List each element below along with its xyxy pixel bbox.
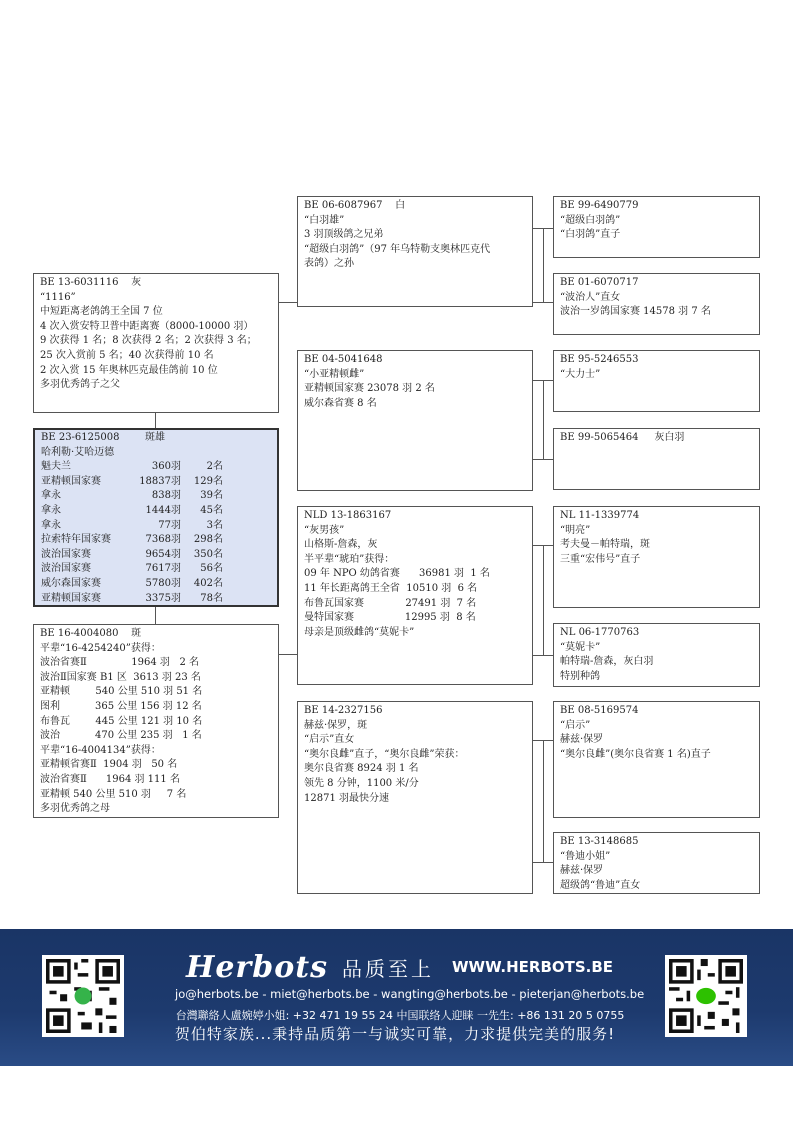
gp-line: “启示”直女: [304, 734, 355, 746]
ggp-ring: BE 13-3148685: [560, 836, 639, 847]
result-row: [41, 577, 271, 592]
result-race: 波治国家赛: [41, 563, 91, 575]
dam-line: 亚精顿 540 公里 510 羽 51 名: [40, 686, 203, 698]
result-row: [41, 504, 271, 519]
result-place: 56名: [200, 563, 223, 575]
brand-row: [186, 951, 626, 983]
gp-line: 表鸽）之孙: [304, 258, 354, 270]
connector: [543, 228, 544, 303]
gp-line: 奥尔良省赛 8924 羽 1 名: [304, 763, 419, 775]
sire-box: [33, 273, 279, 413]
gp-ring: BE 04-5041648: [304, 354, 383, 365]
dam-line: 亚精顿 540 公里 510 羽 7 名: [40, 788, 187, 800]
gp-line: “奥尔良雌”直子，“奥尔良雌”荣获：: [304, 748, 465, 760]
result-birds: 1444羽: [145, 504, 181, 516]
qr-line-icon: [46, 959, 120, 1033]
gp-line: 3 羽顶级鸽之兄弟: [304, 229, 384, 241]
dam-line: 波治 470 公里 235 羽 1 名: [40, 730, 202, 742]
result-row: [41, 489, 271, 504]
ggp-ring: NL 06-1770763: [560, 627, 640, 638]
result-place: 3名: [206, 519, 223, 531]
ggp-box-7: [553, 701, 760, 818]
result-race: 波治国家赛: [41, 548, 91, 560]
dam-line: 亚精顿省赛Ⅱ 1904 羽 50 名: [40, 759, 178, 771]
dam-line: 多羽优秀鸽之母: [40, 803, 110, 815]
ggp-line: 波治一岁鸽国家赛 14578 羽 7 名: [560, 306, 711, 318]
ggp-box-2: [553, 273, 760, 335]
contact-phones: 台灣聯絡人盧婉婷小姐: +32 471 19 55 24 中国联络人迎睐 一先生: +86 131 20 5 0755: [175, 1009, 625, 1022]
gp-ring: BE 14-2327156: [304, 705, 383, 716]
result-birds: 838羽: [151, 490, 181, 502]
ggp-box-1: [553, 196, 760, 258]
subject-color: 斑雄: [145, 432, 165, 443]
gp-line: 布鲁瓦国家赛 27491 羽 7 名: [304, 597, 477, 609]
ggp-box-4: [553, 428, 760, 490]
result-row: [41, 592, 271, 607]
result-birds: 18837羽: [139, 475, 181, 487]
gp-line: “超级白羽鸽”（97 年乌特勒支奥林匹克代: [304, 243, 491, 255]
dam-sire-box: [297, 506, 533, 685]
brand-slogan: 品质至上: [341, 956, 434, 981]
ggp-line: “莫妮卡”: [560, 641, 601, 653]
sire-line: 25 次入赏前 5 名；40 次获得前 10 名: [40, 349, 214, 361]
result-race: 拉索特年国家赛: [41, 534, 111, 546]
gp-ring: BE 06-6087967 白: [304, 200, 406, 211]
ggp-box-8: [553, 832, 760, 894]
result-birds: 3375羽: [145, 592, 181, 604]
ggp-line: “波治人”直女: [560, 291, 621, 303]
result-place: 402名: [193, 577, 223, 589]
gp-line: 威尔森省赛 8 名: [304, 397, 377, 409]
ggp-ring: BE 95-5246553: [560, 354, 639, 365]
gp-line: 曼特国家赛 12995 羽 8 名: [304, 612, 476, 624]
dam-dam-box: [297, 701, 533, 894]
gp-line: 09 年 NPO 幼鸽省赛 36981 羽 1 名: [304, 568, 490, 580]
qr-code-right[interactable]: [665, 955, 747, 1037]
gp-line: 11 年长距离鸽王全省 10510 羽 6 名: [304, 582, 478, 594]
result-birds: 360羽: [151, 461, 181, 473]
dam-line: 波治Ⅱ国家赛 B1 区 3613 羽 23 名: [40, 671, 201, 683]
ggp-box-3: [553, 350, 760, 412]
gp-line: 亚精顿国家赛 23078 羽 2 名: [304, 383, 435, 395]
gp-line: “小亚精顿雌”: [304, 368, 365, 380]
result-birds: 9654羽: [145, 548, 181, 560]
ggp-box-5: [553, 506, 760, 608]
ggp-line: “明亮”: [560, 524, 591, 536]
sire-line: 中短距离老鸽鸽王全国 7 位: [40, 306, 163, 318]
connector: [279, 654, 297, 655]
gp-line: 母亲是顶级雌鸽“莫妮卡”: [304, 626, 415, 638]
result-row: [41, 533, 271, 548]
result-birds: 77羽: [158, 519, 181, 531]
result-race: 亚精顿国家赛: [41, 592, 101, 604]
gp-line: “白羽雄”: [304, 214, 345, 226]
subject-header: [41, 431, 271, 446]
dam-line: 平辈“16-4004134”获得：: [40, 744, 161, 756]
result-race: 魁夫兰: [41, 461, 71, 473]
ggp-line: 三重“宏伟号”直子: [560, 553, 641, 565]
dam-line: 图利 365 公里 156 羽 12 名: [40, 700, 202, 712]
connector: [543, 740, 544, 863]
ggp-line: 赫兹·保罗: [560, 734, 604, 746]
gp-line: 领先 8 分钟，1100 米/分: [304, 777, 419, 789]
ggp-line: 考夫曼－帕特瑞，斑: [560, 539, 650, 551]
sire-name: “1116”: [40, 291, 76, 303]
result-birds: 7617羽: [145, 563, 181, 575]
ggp-line: “超级白羽鸽”: [560, 214, 621, 226]
result-place: 45名: [200, 504, 223, 516]
connector: [543, 380, 544, 460]
ggp-ring: BE 99-5065464 灰白羽: [560, 432, 685, 443]
ggp-ring: BE 01-6070717: [560, 277, 639, 288]
sire-line: 2 次入赏 15 年奥林匹克最佳鸽前 10 位: [40, 364, 218, 376]
gp-ring: NLD 13-1863167: [304, 510, 392, 521]
connector: [279, 302, 297, 303]
dam-ring: BE 16-4004080 斑: [40, 628, 142, 639]
sire-line: 多羽优秀鸽子之父: [40, 379, 120, 391]
gp-line: 赫兹·保罗，斑: [304, 719, 368, 731]
ggp-line: “鲁迪小姐”: [560, 850, 611, 862]
sire-ring: BE 13-6031116 灰: [40, 277, 142, 288]
result-row: [41, 460, 271, 475]
result-place: 350名: [193, 548, 223, 560]
herbots-logo[interactable]: Herbots: [186, 949, 328, 985]
dam-line: 布鲁瓦 445 公里 121 羽 10 名: [40, 715, 203, 727]
company-motto: 贺伯特家族...秉持品质第一与诚实可靠，力求提供完美的服务!: [174, 1025, 616, 1043]
subject-box: [33, 428, 279, 607]
dam-line: 波治省赛Ⅱ 1964 羽 2 名: [40, 657, 200, 669]
result-row: [41, 548, 271, 563]
gp-line: 山格斯-詹森，灰: [304, 539, 378, 551]
result-row: [41, 475, 271, 490]
gp-line: “灰男孩”: [304, 524, 345, 536]
ggp-line: “大力士”: [560, 368, 601, 380]
qr-wechat-icon: [669, 959, 743, 1033]
connector: [155, 413, 156, 428]
ggp-ring: BE 08-5169574: [560, 705, 639, 716]
website-link[interactable]: WWW.HERBOTS.BE: [451, 958, 614, 976]
result-place: 298名: [193, 534, 223, 546]
qr-code-left[interactable]: [42, 955, 124, 1037]
result-race: 拿永: [41, 504, 61, 516]
footer-banner: [0, 929, 793, 1066]
sire-line: 4 次入赏安特卫普中距离赛（8000-10000 羽）: [40, 320, 254, 332]
ggp-line: 特别种鸽: [560, 670, 600, 682]
connector: [543, 545, 544, 656]
result-race: 威尔森国家赛: [41, 577, 101, 589]
result-birds: 7368羽: [145, 534, 181, 546]
result-race: 拿永: [41, 519, 61, 531]
ggp-line: “白羽鸽”直子: [560, 229, 621, 241]
result-row: [41, 562, 271, 577]
ggp-line: “启示”: [560, 719, 591, 731]
sire-dam-box: [297, 350, 533, 491]
connector: [155, 607, 156, 624]
result-race: 拿永: [41, 490, 61, 502]
sire-sire-box: [297, 196, 533, 307]
ggp-line: 帕特瑞-詹森，灰白羽: [560, 656, 654, 668]
result-place: 2名: [206, 461, 223, 473]
gp-line: 半平辈“琥珀”获得：: [304, 553, 395, 565]
ggp-line: 赫兹·保罗: [560, 865, 604, 877]
result-row: [41, 519, 271, 534]
result-place: 78名: [200, 592, 223, 604]
ggp-ring: NL 11-1339774: [560, 510, 640, 521]
ggp-line: “奥尔良雌”(奥尔良省赛 1 名)直子: [560, 748, 711, 760]
result-birds: 5780羽: [145, 577, 181, 589]
result-race: 亚精顿国家赛: [41, 475, 101, 487]
email-list[interactable]: jo@herbots.be - miet@herbots.be - wangting@herbots.be - pieterjan@herbots.be: [175, 987, 645, 1001]
sire-line: 9 次获得 1 名；8 次获得 2 名；2 次获得 3 名；: [40, 335, 257, 347]
result-place: 39名: [200, 490, 223, 502]
result-place: 129名: [193, 475, 223, 487]
subject-name: 哈利勒·艾哈迈德: [41, 446, 115, 458]
ggp-line: 超级鸽“鲁迪”直女: [560, 879, 641, 891]
ggp-ring: BE 99-6490779: [560, 200, 639, 211]
subject-ring: BE 23-6125008: [41, 432, 120, 443]
dam-line: 波治省赛Ⅱ 1964 羽 111 名: [40, 773, 180, 785]
ggp-box-6: [553, 623, 760, 687]
gp-line: 12871 羽最快分速: [304, 792, 389, 804]
dam-box: [33, 624, 279, 818]
dam-line: 平辈“16-4254240”获得：: [40, 642, 161, 654]
